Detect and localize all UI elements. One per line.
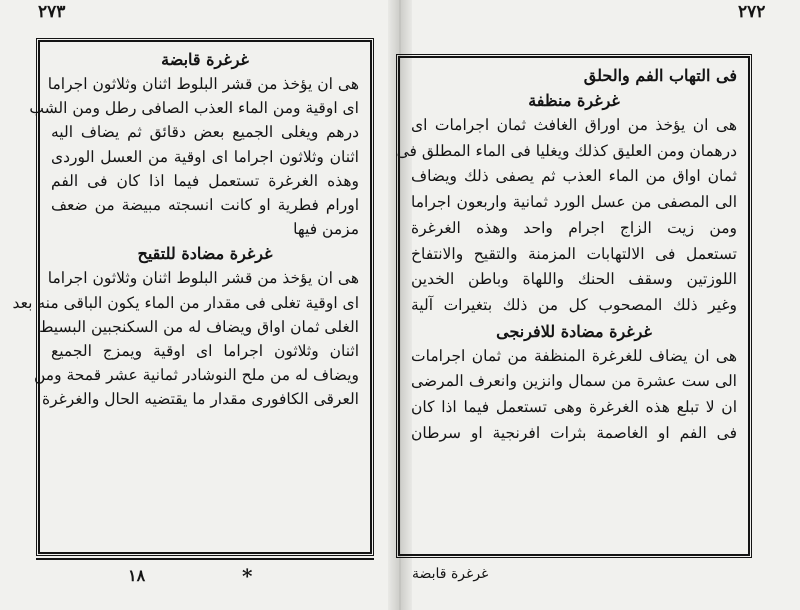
right-chapter-heading: فى التهاب الفم والحلق: [583, 66, 737, 85]
left-star-mark: *: [242, 564, 253, 588]
left-page-number: ٢٧٣: [38, 2, 66, 22]
text-line: العرقى الكافورى مقدار ما يقتضيه الحال والغرغرة: [42, 390, 359, 409]
left-paragraph-1: [29, 72, 359, 241]
text-line: هى ان يؤخذ من قشر البلوط اثنان وثلاثون اجراما: [47, 269, 359, 288]
text-line: اورام فطرية او كانت انسجته مبيضة من ضعف: [51, 196, 359, 215]
text-line: هى ان يؤخذ من اوراق الغافث ثمان اجرامات اى: [411, 116, 737, 134]
text-line: الى ست عشرة من سمال وانزين وانعرف المرضى: [411, 372, 737, 391]
text-line: اى اوقية تغلى فى مقدار من الماء يكون الباقى منه بعد: [12, 293, 359, 312]
text-line: ويضاف له من ملح النوشادر ثمانية عشر قمحة ومن: [33, 366, 359, 385]
text-line: درهمان ومن العليق كذلك ويغليا فى الماء المطلق فى: [396, 141, 737, 160]
right-text-frame: [396, 54, 752, 558]
text-line: مزمن فيها: [293, 220, 359, 239]
text-line: هى ان يؤخذ من قشر البلوط اثنان وثلاثون اجراما: [47, 75, 359, 93]
right-heading-1: غرغرة منظفة: [528, 91, 620, 110]
text-line: هى ان يضاف للغرغرة المنظفة من ثمان اجرامات: [411, 346, 737, 365]
left-heading-2: غرغرة مضادة للتقيح: [137, 244, 273, 264]
left-heading-1: غرغرة قابضة: [161, 50, 249, 69]
text-line: اى اوقية ومن الماء العذب الصافى رطل ومن الشب: [29, 99, 359, 118]
right-paragraph-1: [396, 113, 737, 319]
text-line: درهم ويغلى الجميع بعض دقائق ثم يضاف اليه: [51, 123, 359, 142]
text-line: فى الفم او الغاصمة بثرات افرنجية او سرطان: [411, 423, 737, 442]
text-line: اثنان وثلاثون اجراما اى اوقية ويمزج الجميع: [51, 342, 359, 361]
text-line: الى المصفى من عسل الورد ثمانية واربعون اجراما: [411, 193, 737, 212]
text-line: ثمان اواق من الماء العذب ثم يصفى ذلك ويضاف: [411, 167, 737, 186]
right-page-number: ٢٧٢: [738, 2, 766, 22]
text-line: اللوزتين وسقف الحنك واللهاة وباطن الخدين: [411, 270, 737, 289]
text-line: وهذه الغرغرة تستعمل فيما اذا كان فى الفم: [51, 171, 359, 190]
text-line: ان لا تبلع هذه الغرغرة وهى تستعمل فيما اذا كان: [411, 398, 737, 417]
text-line: ومن زيت الزاج اجرام واحد وهذه الغرغرة: [411, 218, 737, 237]
left-signature-mark: ١٨: [128, 566, 146, 585]
left-paragraph-2: [12, 266, 359, 411]
right-paragraph-2: [411, 344, 737, 447]
left-text-frame: [12, 38, 374, 556]
text-line: وغير ذلك المصحوب كل من ذلك بتغيرات آلية: [411, 295, 737, 314]
left-bottom-rule: [36, 558, 374, 560]
text-line: اثنان وثلاثون اجراما اى اوقية من العسل الوردى: [51, 147, 359, 166]
text-line: الغلى ثمان اواق ويضاف له من السكنجبين البسيط: [39, 317, 359, 336]
right-heading-2: غرغرة مضادة للافرنجى: [496, 321, 652, 341]
right-catchword: غرغرة قابضة: [412, 566, 489, 582]
text-line: تستعمل فى الالتهابات المزمنة والتقيح والانتفاخ: [411, 244, 737, 263]
